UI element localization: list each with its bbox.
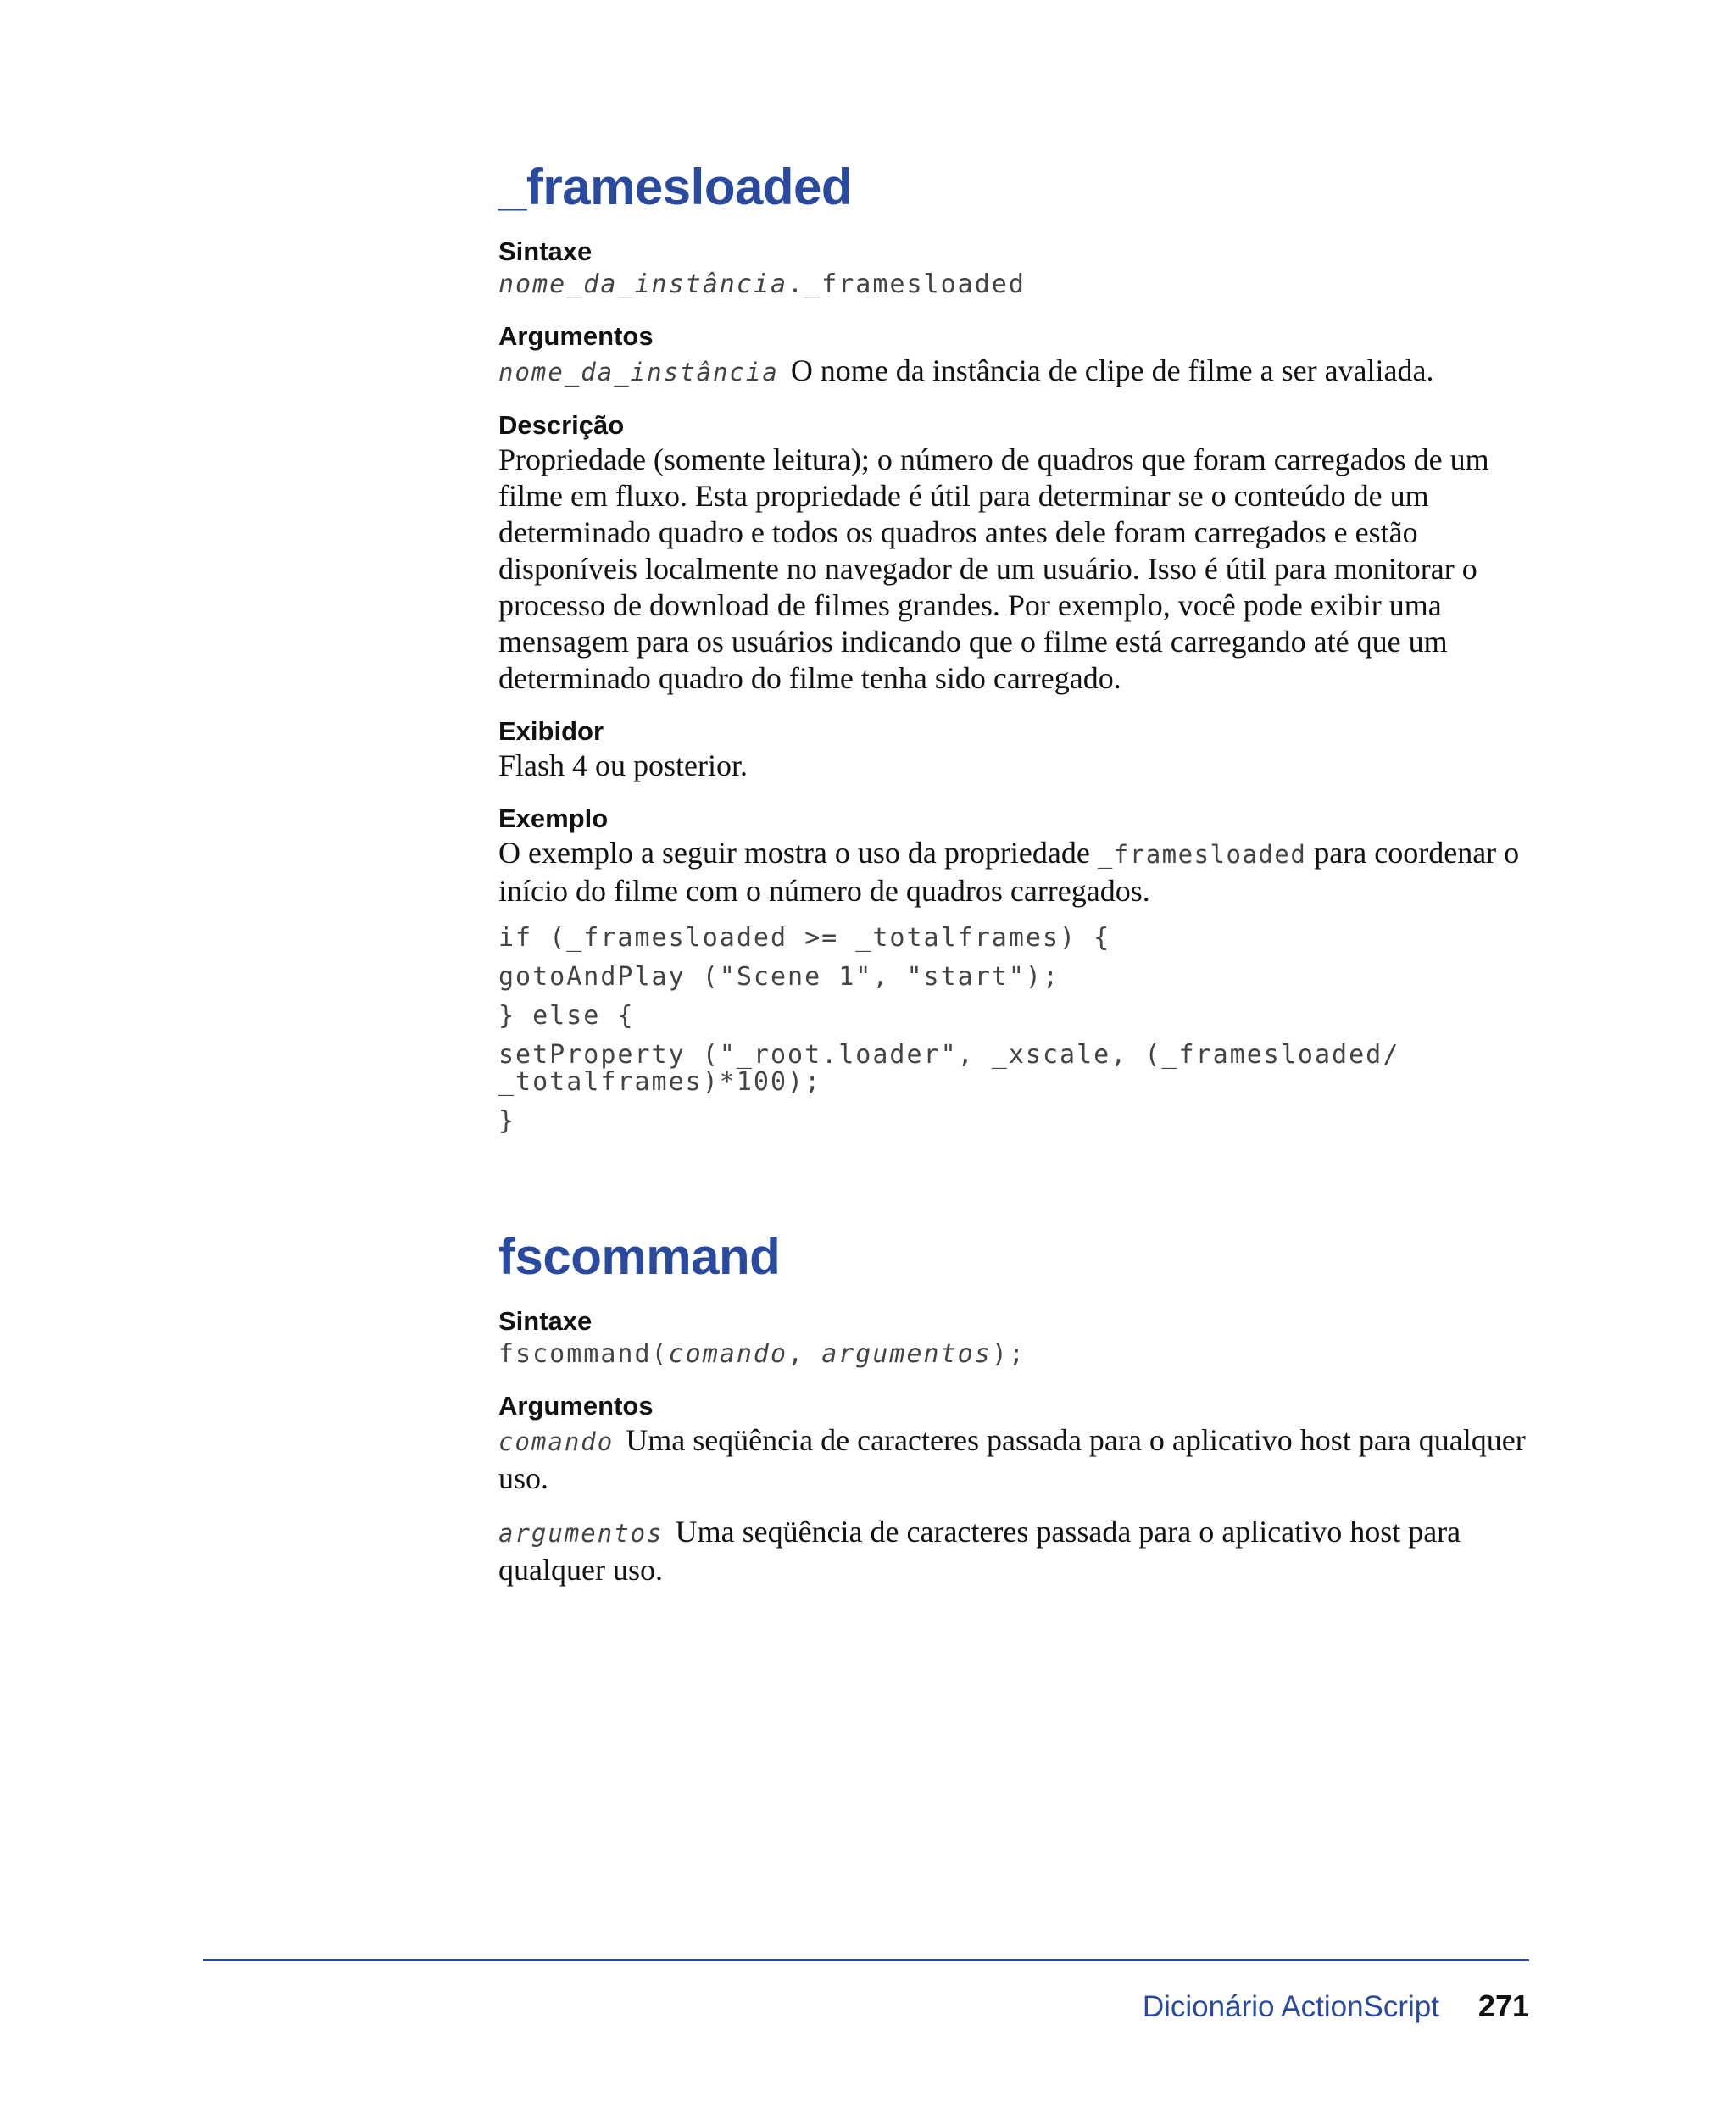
syntax-arg: argumentos [821, 1339, 992, 1369]
argument-entry [498, 353, 1533, 391]
argument-name: comando [498, 1427, 615, 1456]
description-text: Propriedade (somente leitura); o número de quadros que foram carregados de um filme em fluxo. Esta propriedade é útil para determinar se o conteúdo de um determinado quadro e todos os quadros antes dele foram carregados e estão disponíveis localmente no navegador de um usuário. Isso é útil para monitorar o processo de download de filmes grandes. Por exemplo, você pode exibir uma mensagem para os usuários indicando que o filme está carregando até que um determinado quadro do filme tenha sido carregado. [498, 442, 1489, 695]
syntax-line [498, 268, 1533, 302]
example-intro-text: O exemplo a seguir mostra o uso da propriedade [498, 836, 1098, 870]
syntax-end: ); [991, 1339, 1026, 1369]
arguments-label: Argumentos [498, 1391, 654, 1421]
footer-book-title: Dicionário ActionScript [1142, 1990, 1439, 2023]
argument-entry [498, 1514, 1533, 1588]
code-line: } else { [498, 1001, 635, 1031]
section-fscommand [498, 1229, 1533, 1588]
code-line: gotoAndPlay ("Scene 1", "start"); [498, 962, 1060, 992]
player-label: Exibidor [498, 716, 604, 746]
argument-description: Uma seqüência de caracteres passada para o aplicativo host para qualquer uso. [498, 1423, 1526, 1495]
arguments-label: Argumentos [498, 321, 654, 351]
argument-entry [498, 1422, 1533, 1497]
code-line: if (_framesloaded >= _totalframes) { [498, 923, 1111, 953]
syntax-label: Sintaxe [498, 1306, 593, 1336]
example-intro [498, 835, 1533, 909]
section-title: fscommand [498, 1228, 781, 1285]
argument-name: argumentos [498, 1519, 664, 1548]
example-label: Exemplo [498, 804, 609, 833]
inline-code: _framesloaded [1097, 840, 1307, 869]
footer-rule [203, 1959, 1529, 1961]
syntax-property: ._framesloaded [787, 270, 1026, 299]
syntax-instance: nome_da_instância [498, 270, 788, 299]
code-line: setProperty ("_root.loader", _xscale, (_framesloaded/ _totalframes)*100); [498, 1040, 1400, 1097]
argument-name: nome_da_instância [498, 358, 779, 387]
code-line: } [498, 1106, 516, 1136]
section-framesloaded [498, 159, 1533, 1147]
syntax-separator: , [787, 1339, 822, 1369]
argument-description: O nome da instância de clipe de filme a ser avaliada. [790, 353, 1434, 387]
description-label: Descrição [498, 410, 625, 440]
player-text: Flash 4 ou posterior. [498, 748, 748, 782]
syntax-function: fscommand( [498, 1339, 669, 1369]
syntax-label: Sintaxe [498, 236, 593, 266]
page-number: 271 [1477, 1988, 1529, 2023]
example-intro-text-end: para coordenar o início do filme com o número de quadros carregados. [498, 836, 1520, 908]
section-title: _framesloaded [498, 159, 853, 215]
argument-description: Uma seqüência de caracteres passada para o aplicativo host para qualquer uso. [498, 1515, 1461, 1587]
syntax-arg: comando [668, 1339, 788, 1369]
syntax-line [498, 1338, 1533, 1371]
code-block [498, 925, 1533, 1135]
